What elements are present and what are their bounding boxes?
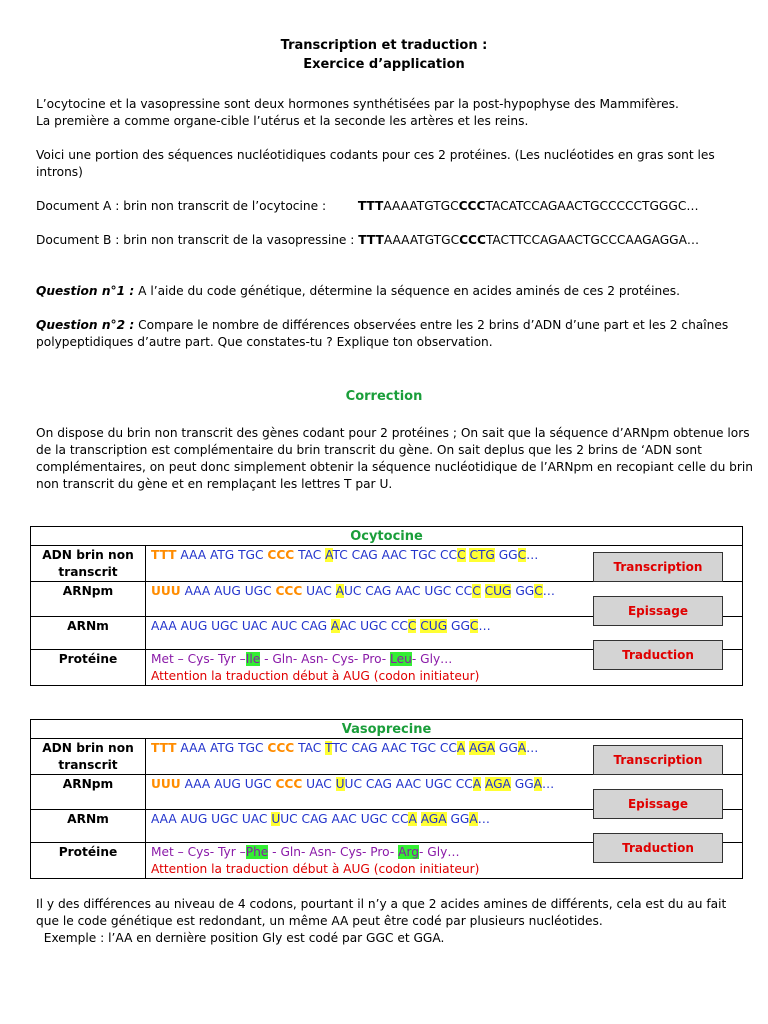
seq-segment: Arg: [398, 845, 420, 859]
seq-segment: CCC: [267, 741, 295, 755]
seq-segment: …: [478, 619, 491, 633]
seq-segment: A: [472, 777, 482, 791]
seq-segment: AGA: [420, 812, 447, 826]
question-1-text: A l’aide du code génétique, détermine la séquence en acides aminés de ces 2 protéines.: [134, 284, 680, 298]
seq-segment: C: [472, 584, 481, 598]
seq-segment: TTT: [151, 548, 177, 562]
seq-segment: …: [526, 741, 539, 755]
vasopressine-protein-sequence: [151, 844, 460, 861]
document-b-seq-bold: TTT: [358, 233, 384, 247]
row-label-proteine: Protéine: [58, 652, 118, 666]
row-label-arnm: ARNm: [67, 619, 109, 633]
correction-line: non transcrit du gène et en remplaçant les lettres T par U.: [36, 477, 393, 491]
correction-line: de la transcription est complémentaire du brin transcrit du gène. On sait deplus que les 2 brins de ‘ADN sont: [36, 443, 702, 457]
seq-segment: C: [457, 548, 466, 562]
question-1-label: Question n°1 :: [36, 284, 135, 298]
document-b-seq: AAAATGTGC: [383, 233, 460, 247]
conclusion-line: Il y des différences au niveau de 4 codons, pourtant il n’y a que 2 acides amines de différents, cela est du au fait: [36, 897, 727, 911]
seq-segment: TTT: [151, 741, 177, 755]
question-2-label: Question n°2 :: [36, 318, 135, 332]
traduction-button[interactable]: Traduction: [593, 833, 723, 863]
traduction-button[interactable]: Traduction: [593, 640, 723, 670]
seq-segment: AAA AUG UGC: [180, 584, 276, 598]
ocytocine-protein-sequence: [151, 651, 452, 668]
seq-segment: …: [542, 777, 555, 791]
voici-line-2: introns): [36, 165, 83, 179]
seq-segment: UUU: [151, 584, 181, 598]
seq-segment: Leu: [390, 652, 412, 666]
seq-segment: C: [469, 619, 479, 633]
seq-segment: TAC: [294, 548, 326, 562]
seq-segment: …: [542, 584, 555, 598]
seq-segment: T: [325, 741, 333, 755]
correction-title: Correction: [345, 389, 423, 404]
row-label-adn: [31, 740, 145, 774]
document-a-seq-bold: CCC: [458, 199, 486, 213]
seq-segment: Ile: [245, 652, 261, 666]
ocytocine-note: Attention la traduction début à AUG (codon initiateur): [151, 669, 480, 683]
seq-segment: …: [526, 548, 539, 562]
vasopressine-table-title: Vasoprecine: [31, 720, 742, 739]
document-a-seq: TACATCCAGAACTGCCCCCTGGGC…: [485, 199, 699, 213]
seq-segment: Met – Cys- Tyr –: [151, 652, 246, 666]
document-b: [36, 232, 699, 249]
seq-segment: …: [477, 812, 490, 826]
vasopressine-table: [30, 719, 743, 879]
seq-segment: C: [534, 584, 543, 598]
seq-segment: UAC: [302, 777, 336, 791]
seq-segment: UC CAG AAC UGC CC: [344, 777, 473, 791]
ocytocine-table-title: Ocytocine: [31, 527, 742, 546]
ocytocine-table: [30, 526, 743, 686]
seq-segment: AAA ATG TGC: [176, 548, 268, 562]
question-1: [36, 283, 680, 300]
seq-segment: A: [408, 812, 417, 826]
intro-line-1: L’ocytocine et la vasopressine sont deux hormones synthétisées par la post-hypophyse des Mammifères.: [36, 97, 679, 111]
seq-segment: A: [533, 777, 542, 791]
transcription-button[interactable]: Transcription: [593, 552, 723, 582]
seq-segment: GG: [495, 741, 518, 755]
question-2-text: Compare le nombre de différences observées entre les 2 brins d’ADN d’une part et les 2 chaînes: [134, 318, 729, 332]
document-a-seq-bold: TTT: [357, 199, 384, 213]
seq-segment: C: [407, 619, 417, 633]
seq-segment: TAC: [294, 741, 326, 755]
vasopressine-note: Attention la traduction début à AUG (codon initiateur): [151, 862, 480, 876]
seq-segment: CCC: [267, 548, 295, 562]
seq-segment: AAA ATG TGC: [176, 741, 268, 755]
row-label-arnm: ARNm: [67, 812, 109, 826]
row-label-adn-line1: ADN brin non: [42, 741, 134, 755]
seq-segment: AAA AUG UGC UAC AUC CAG: [151, 619, 331, 633]
seq-segment: U: [335, 777, 345, 791]
conclusion-line: que le code génétique est redondant, un même AA peut être codé par plusieurs nucléotides.: [36, 914, 603, 928]
question-2-line-2: polypeptidiques d’autre part. Que constates-tu ? Explique ton observation.: [36, 335, 493, 349]
seq-segment: Met – Cys- Tyr –: [151, 845, 246, 859]
row-label-adn-line1: ADN brin non: [42, 548, 134, 562]
seq-segment: A: [325, 548, 333, 562]
page-subtitle: Exercice d’application: [303, 57, 465, 72]
seq-segment: A: [330, 619, 340, 633]
seq-segment: AAA AUG UGC UAC: [151, 812, 272, 826]
seq-segment: GG: [510, 777, 534, 791]
seq-segment: - Gln- Asn- Cys- Pro-: [260, 652, 391, 666]
row-label-adn: [31, 547, 145, 581]
seq-segment: A: [469, 812, 478, 826]
vasopressine-arnpm-sequence: [151, 776, 554, 793]
row-label-arnpm: ARNpm: [62, 777, 114, 791]
ocytocine-arnpm-sequence: [151, 583, 555, 600]
document-a-seq: AAAATGTGC: [383, 199, 459, 213]
seq-segment: A: [517, 741, 527, 755]
intro-line-2: La première a comme organe-cible l’utérus et la seconde les artères et les reins.: [36, 114, 529, 128]
seq-segment: GG: [494, 548, 518, 562]
vasopressine-adn-sequence: [151, 740, 538, 757]
conclusion-example: Exemple : l’AA en dernière position Gly est codé par GGC et GGA.: [36, 931, 445, 945]
seq-segment: AGA: [484, 777, 511, 791]
row-label-proteine: Protéine: [58, 845, 118, 859]
seq-segment: UUU: [151, 777, 181, 791]
seq-segment: GG: [447, 619, 470, 633]
document-a: [36, 198, 699, 215]
seq-segment: - Gly…: [411, 652, 453, 666]
seq-segment: CCC: [275, 777, 303, 791]
seq-segment: UAC: [302, 584, 336, 598]
seq-segment: A: [335, 584, 344, 598]
seq-segment: [481, 584, 485, 598]
ocytocine-adn-sequence: [151, 547, 538, 564]
epissage-button[interactable]: Epissage: [593, 596, 723, 626]
document-b-seq-bold: CCC: [459, 233, 486, 247]
correction-line: complémentaires, on peut donc simplement obtenir la séquence nucléotidique de l’ARNpm en recopiant celle du brin: [36, 460, 754, 474]
seq-segment: AGA: [469, 741, 496, 755]
ocytocine-arnm-sequence: [151, 618, 491, 635]
seq-segment: U: [271, 812, 281, 826]
seq-segment: CTG: [469, 548, 495, 562]
document-b-label: Document B : brin non transcrit de la vasopressine :: [36, 233, 355, 247]
row-label-adn-line2: transcrit: [58, 565, 118, 579]
seq-segment: GG: [511, 584, 535, 598]
seq-segment: - Gln- Asn- Cys- Pro-: [268, 845, 399, 859]
transcription-button[interactable]: Transcription: [593, 745, 723, 775]
seq-segment: TC CAG AAC TGC CC: [332, 548, 458, 562]
seq-segment: CUG: [484, 584, 512, 598]
seq-segment: C: [517, 548, 527, 562]
page-title: Transcription et traduction :: [280, 38, 488, 53]
seq-segment: CUG: [420, 619, 448, 633]
seq-segment: UC CAG AAC UGC CC: [343, 584, 473, 598]
seq-segment: UC CAG AAC UGC CC: [280, 812, 409, 826]
row-label-adn-line2: transcrit: [58, 758, 118, 772]
vasopressine-arnm-sequence: [151, 811, 490, 828]
seq-segment: TC CAG AAC TGC CC: [332, 741, 457, 755]
row-label-arnpm: ARNpm: [62, 584, 114, 598]
seq-segment: AAA AUG UGC: [180, 777, 276, 791]
correction-line: On dispose du brin non transcrit des gènes codant pour 2 protéines ; On sait que la séquence d’ARNpm obtenue lors: [36, 426, 750, 440]
document-b-seq: TACTTCCAGAACTGCCCAAGAGGA…: [485, 233, 700, 247]
question-2: [36, 317, 728, 334]
seq-segment: GG: [446, 812, 470, 826]
voici-line-1: Voici une portion des séquences nucléotidiques codants pour ces 2 protéines. (Les nucléotides en gras sont les: [36, 148, 715, 162]
document-a-label: Document A : brin non transcrit de l’ocytocine :: [36, 199, 327, 213]
seq-segment: A: [456, 741, 466, 755]
seq-segment: CCC: [275, 584, 303, 598]
seq-segment: Phe: [245, 845, 269, 859]
seq-segment: AC UGC CC: [339, 619, 408, 633]
seq-segment: - Gly…: [419, 845, 460, 859]
epissage-button[interactable]: Epissage: [593, 789, 723, 819]
